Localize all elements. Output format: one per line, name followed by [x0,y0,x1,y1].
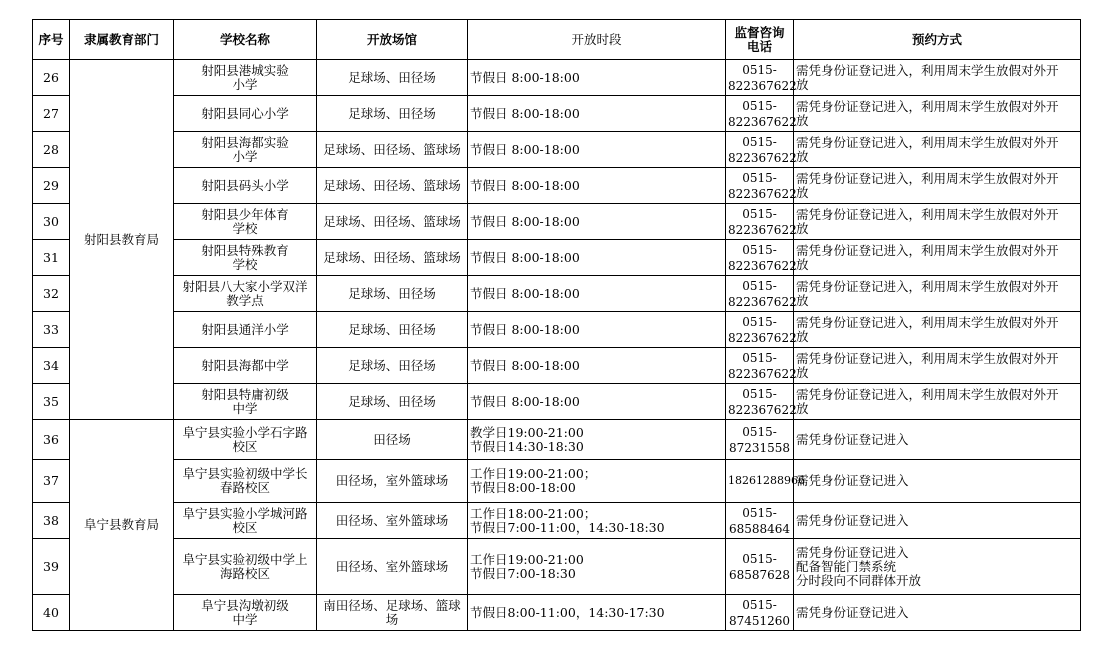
cell-school [174,460,317,503]
document-page [32,19,1081,631]
cell-line: 田径场、室外篮球场 [335,558,449,574]
cell-school [174,312,317,348]
cell-no: 39 [33,539,70,595]
cell-phone [726,168,797,204]
cell-no: 30 [33,204,70,240]
cell-line: 需凭身份证登记进入 [796,512,909,528]
cell-line: 需凭身份证登记进入，利用周末学生放假对外开 [796,314,1059,330]
cell-no: 40 [33,595,70,631]
cell-time [468,539,726,595]
cell-line: 822367622 [728,330,797,345]
cell-line: 需凭身份证登记进入，利用周末学生放假对外开 [796,98,1059,114]
cell-no: 29 [33,168,70,204]
cell-line: 节假日 8:00-18:00 [470,285,580,301]
cell-venue [317,204,468,240]
cell-line: 工作日18:00-21:00； [470,505,597,521]
cell-time [468,96,726,132]
cell-line: 足球场、田径场 [348,321,436,337]
header-row [33,20,1081,60]
table-row [33,595,1081,631]
cell-line: 足球场、田径场 [348,69,436,85]
cell-school [174,204,317,240]
cell-line: 68587628 [728,567,791,582]
cell-line: 足球场、田径场、篮球场 [323,141,461,157]
table-row [33,420,1081,460]
cell-line: 田径场 [373,431,411,447]
cell-line: 需凭身份证登记进入 [796,544,909,560]
cell-line: 放 [796,112,809,128]
cell-reserve [794,204,1081,240]
cell-reserve [794,420,1081,460]
cell-line: 节假日 8:00-18:00 [470,69,580,85]
cell-phone [726,384,797,420]
cell-venue [317,460,468,503]
cell-venue [317,276,468,312]
cell-time [468,168,726,204]
cell-time [468,420,726,460]
cell-school [174,384,317,420]
cell-time [468,132,726,168]
cell-phone [726,420,794,460]
cell-school [174,420,317,460]
cell-line: 足球场、田径场 [348,393,436,409]
cell-line: 放 [796,148,809,164]
cell-no: 38 [33,503,70,539]
cell-school [174,503,317,539]
cell-line: 68588464 [728,521,791,536]
table-row [33,384,1081,420]
cell-time [468,460,726,503]
cell-line: 放 [796,256,809,272]
header-venue: 开放场馆 [317,20,468,60]
cell-line: 射阳县港城实验 [201,62,289,78]
cell-line: 足球场、田径场、篮球场 [323,249,461,265]
cell-line: 足球场、田径场 [348,105,436,121]
cell-line: 阜宁县实验初级中学长 [182,466,308,481]
cell-phone [726,60,797,96]
cell-venue [317,132,468,168]
cell-school [174,539,317,595]
cell-line: 需凭身份证登记进入，利用周末学生放假对外开 [796,386,1059,402]
cell-venue [317,240,468,276]
cell-dept: 射阳县教育局 [70,60,174,420]
cell-line: 学校 [232,220,258,236]
cell-reserve [794,539,1081,595]
cell-line: 需凭身份证登记进入，利用周末学生放假对外开 [796,242,1059,258]
cell-phone [726,312,797,348]
cell-phone [726,460,805,503]
cell-line: 阜宁县实验小学城河路 [182,505,308,521]
cell-phone [726,539,794,595]
cell-dept: 阜宁县教育局 [70,420,174,631]
cell-phone [726,503,794,539]
cell-line: 822367622 [728,294,797,309]
cell-line: 822367622 [728,366,797,381]
cell-line: 足球场、田径场 [348,285,436,301]
cell-line: 节假日 8:00-18:00 [470,177,580,193]
cell-venue [317,96,468,132]
school-venue-table [32,19,1081,631]
cell-line: 分时段向不同群体开放 [796,572,922,588]
cell-line: 节假日 8:00-18:00 [470,357,580,373]
cell-line: 822367622 [728,222,797,237]
cell-line: 0515- [742,134,777,149]
cell-line: 需凭身份证登记进入，利用周末学生放假对外开 [796,206,1059,222]
cell-time [468,240,726,276]
cell-reserve [794,348,1081,384]
cell-time [468,204,726,240]
cell-phone [726,204,797,240]
cell-no: 26 [33,60,70,96]
cell-venue [317,384,468,420]
cell-line: 18261288966 [728,474,805,487]
cell-no: 32 [33,276,70,312]
cell-no: 34 [33,348,70,384]
cell-line: 0515- [742,62,777,77]
cell-phone [726,276,797,312]
cell-line: 需凭身份证登记进入，利用周末学生放假对外开 [796,278,1059,294]
cell-line: 需凭身份证登记进入，利用周末学生放假对外开 [796,350,1059,366]
cell-line: 中学 [232,400,258,416]
cell-line: 822367622 [728,186,797,201]
cell-line: 射阳县少年体育 [201,206,289,222]
cell-line: 节假日 8:00-18:00 [470,321,580,337]
cell-line: 0515- [742,98,777,113]
cell-line: 节假日 8:00-18:00 [470,393,580,409]
cell-line: 南田径场、足球场、篮球 [323,597,461,613]
cell-reserve [794,96,1081,132]
cell-line: 射阳县同心小学 [201,105,289,121]
cell-time [468,348,726,384]
cell-line: 射阳县海都中学 [201,357,289,373]
cell-line: 阜宁县沟墩初级 [201,597,289,613]
table-row [33,96,1081,132]
cell-time [468,595,726,631]
cell-line: 0515- [742,350,777,365]
cell-line: 足球场、田径场、篮球场 [323,213,461,229]
cell-line: 节假日 8:00-18:00 [470,213,580,229]
cell-time [468,60,726,96]
cell-reserve [794,276,1081,312]
table-row [33,168,1081,204]
cell-line: 节假日 8:00-18:00 [470,249,580,265]
cell-line: 放 [796,364,809,380]
cell-no: 31 [33,240,70,276]
cell-time [468,312,726,348]
cell-line: 足球场、田径场、篮球场 [323,177,461,193]
table-row [33,503,1081,539]
cell-line: 需凭身份证登记进入，利用周末学生放假对外开 [796,134,1059,150]
cell-venue [317,420,468,460]
cell-reserve [794,312,1081,348]
cell-venue [317,168,468,204]
cell-reserve [794,240,1081,276]
table-row [33,60,1081,96]
cell-line: 放 [796,292,809,308]
header-phone: 监督咨询 电话 [726,20,794,60]
cell-line: 需凭身份证登记进入，利用周末学生放假对外开 [796,170,1059,186]
cell-line: 0515- [742,278,777,293]
cell-line: 射阳县八大家小学双洋 [182,278,308,294]
cell-line: 节假日8:00-18:00 [470,480,576,495]
cell-line: 射阳县码头小学 [201,177,289,193]
cell-phone [726,348,797,384]
cell-line: 需凭身份证登记进入 [796,431,909,447]
cell-reserve [794,595,1081,631]
cell-line: 场 [385,611,399,627]
cell-line: 0515- [742,597,777,612]
cell-line: 0515- [742,314,777,329]
header-no: 序号 [33,20,70,60]
header-dept: 隶属教育部门 [70,20,174,60]
table-row [33,312,1081,348]
cell-line: 阜宁县实验初级中学上 [182,551,308,567]
header-reserve: 预约方式 [794,20,1081,60]
table-row [33,539,1081,595]
cell-line: 海路校区 [219,565,270,581]
cell-phone [726,595,794,631]
cell-time [468,276,726,312]
cell-line: 822367622 [728,114,797,129]
table-row [33,204,1081,240]
cell-line: 822367622 [728,402,797,417]
table-row [33,276,1081,312]
cell-line: 工作日19:00-21:00； [470,466,597,481]
cell-line: 田径场、室外篮球场 [335,512,449,528]
cell-line: 放 [796,328,809,344]
cell-venue [317,348,468,384]
cell-reserve [794,460,1081,503]
cell-line: 822367622 [728,78,797,93]
cell-line: 0515- [742,386,777,401]
cell-no: 28 [33,132,70,168]
cell-line: 教学日19:00-21:00 [470,424,584,440]
cell-reserve [794,503,1081,539]
cell-reserve [794,132,1081,168]
table-row [33,460,1081,503]
cell-line: 822367622 [728,150,797,165]
cell-reserve [794,60,1081,96]
cell-line: 春路校区 [219,480,270,495]
cell-time [468,503,726,539]
cell-no: 36 [33,420,70,460]
cell-school [174,276,317,312]
cell-line: 田径场，室外篮球场 [335,473,449,488]
header-school: 学校名称 [174,20,317,60]
cell-line: 放 [796,220,809,236]
cell-line: 87451260 [728,613,791,628]
cell-line: 学校 [232,256,258,272]
cell-line: 中学 [232,611,258,627]
cell-line: 节假日 8:00-18:00 [470,141,580,157]
cell-line: 节假日7:00-11:00，14:30-18:30 [470,519,665,535]
cell-school [174,168,317,204]
cell-no: 37 [33,460,70,503]
table-row [33,240,1081,276]
cell-time [468,384,726,420]
cell-line: 工作日19:00-21:00 [470,551,584,567]
cell-line: 校区 [232,519,258,535]
cell-school [174,132,317,168]
cell-venue [317,503,468,539]
cell-line: 0515- [742,170,777,185]
cell-school [174,240,317,276]
cell-phone [726,132,797,168]
cell-line: 0515- [742,505,777,520]
cell-line: 射阳县特庸初级 [201,386,289,402]
cell-line: 0515- [742,424,777,439]
cell-line: 0515- [742,206,777,221]
cell-phone [726,96,797,132]
cell-venue [317,312,468,348]
cell-line: 射阳县通洋小学 [201,321,289,337]
cell-school [174,348,317,384]
table-row [33,348,1081,384]
cell-line: 校区 [232,438,258,454]
cell-line: 放 [796,400,809,416]
cell-line: 需凭身份证登记进入 [796,473,909,488]
cell-line: 87231558 [728,440,791,455]
header-time: 开放时段 [468,20,726,60]
cell-phone [726,240,797,276]
cell-school [174,60,317,96]
table-row [33,132,1081,168]
cell-line: 放 [796,184,809,200]
cell-school [174,96,317,132]
cell-no: 27 [33,96,70,132]
cell-line: 小学 [232,148,258,164]
cell-line: 小学 [232,76,258,92]
cell-line: 射阳县海都实验 [201,134,289,150]
cell-line: 需凭身份证登记进入，利用周末学生放假对外开 [796,62,1059,78]
cell-line: 822367622 [728,258,797,273]
cell-line: 放 [796,76,809,92]
cell-line: 足球场、田径场 [348,357,436,373]
cell-line: 教学点 [226,292,264,308]
cell-line: 射阳县特殊教育 [201,242,289,258]
cell-line: 需凭身份证登记进入 [796,604,909,620]
cell-reserve [794,384,1081,420]
cell-venue [317,60,468,96]
cell-venue [317,539,468,595]
cell-line: 0515- [742,242,777,257]
cell-no: 33 [33,312,70,348]
cell-venue [317,595,468,631]
cell-school [174,595,317,631]
cell-line: 节假日8:00-11:00，14:30-17:30 [470,604,665,620]
cell-line: 0515- [742,551,777,566]
cell-line: 节假日 8:00-18:00 [470,105,580,121]
cell-line: 节假日7:00-18:30 [470,565,576,581]
cell-no: 35 [33,384,70,420]
cell-line: 节假日14:30-18:30 [470,438,584,454]
cell-reserve [794,168,1081,204]
cell-line: 配备智能门禁系统 [796,558,897,574]
cell-line: 阜宁县实验小学石字路 [182,424,308,440]
